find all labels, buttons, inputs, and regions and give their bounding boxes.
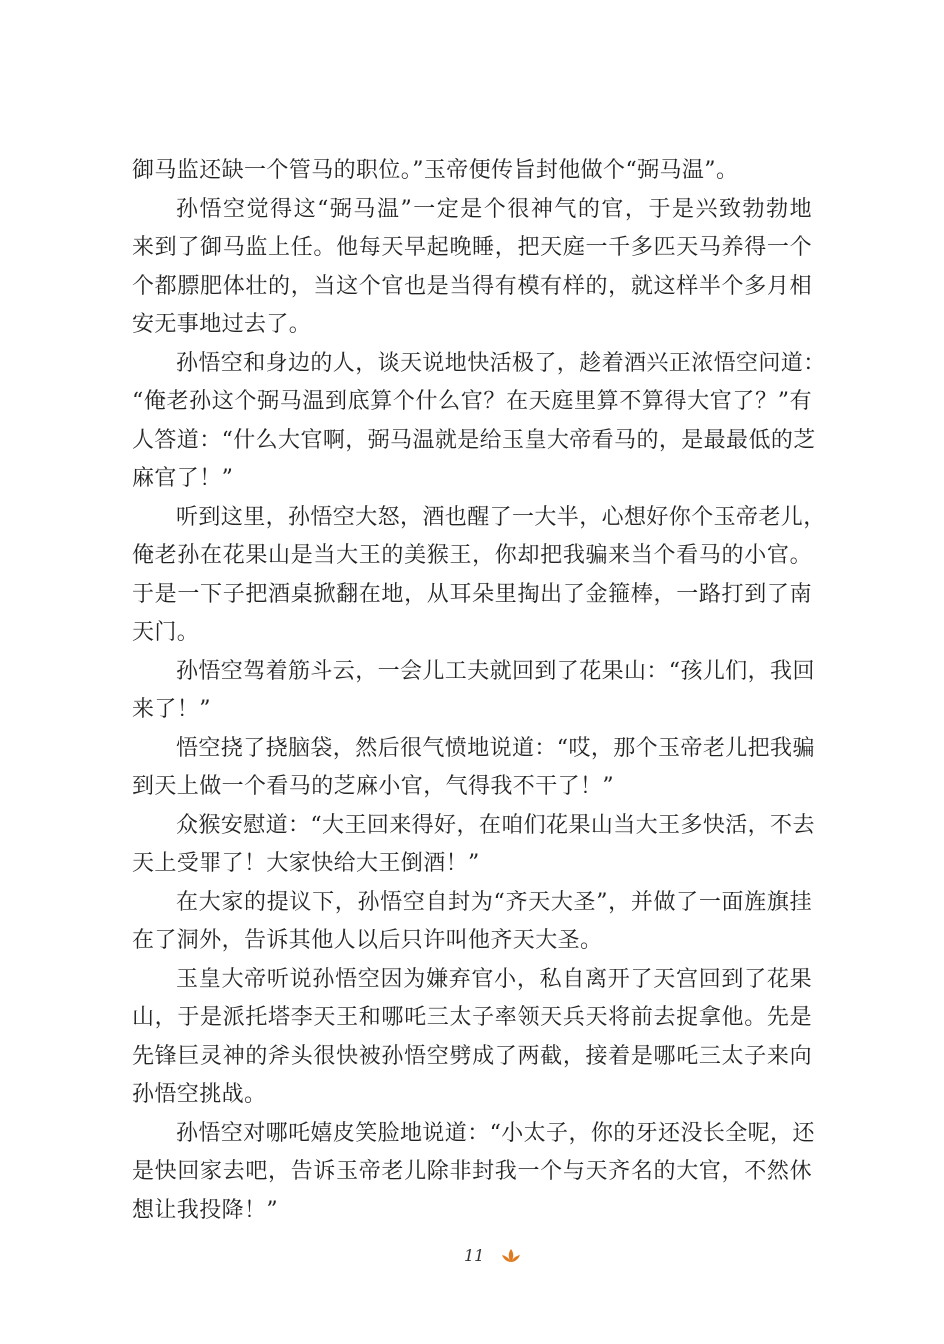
text-line: 孙悟空觉得这“弼马温”一定是个很神气的官，于是兴致勃勃地 bbox=[176, 196, 812, 222]
text-line: 来了！” bbox=[132, 697, 211, 722]
text-line: 先锋巨灵神的斧头很快被孙悟空劈成了两截，接着是哪吒三太子来向 bbox=[132, 1043, 812, 1069]
text-line: 在大家的提议下，孙悟空自封为“齐天大圣”，并做了一面旌旗挂 bbox=[176, 889, 812, 915]
text-line: 天上受罪了！大家快给大王倒酒！” bbox=[132, 851, 480, 876]
page-footer bbox=[0, 1244, 944, 1274]
text-line: 是快回家去吧，告诉玉帝老儿除非封我一个与天齐名的大官，不然休 bbox=[132, 1159, 812, 1184]
text-line: 孙悟空和身边的人，谈天说地快活极了，趁着酒兴正浓悟空问道： bbox=[176, 350, 826, 376]
text-line: 山，于是派托塔李天王和哪吒三太子率领天兵天将前去捉拿他。先是 bbox=[132, 1005, 812, 1030]
text-line: 在了洞外，告诉其他人以后只许叫他齐天大圣。 bbox=[132, 928, 603, 953]
text-line: 俺老孙在花果山是当大王的美猴王，你却把我骗来当个看马的小官。 bbox=[132, 543, 812, 568]
text-line: 孙悟空挑战。 bbox=[132, 1082, 267, 1107]
text-line: 悟空挠了挠脑袋，然后很气愤地说道：“哎，那个玉帝老儿把我骗 bbox=[176, 735, 815, 761]
text-line: 到天上做一个看马的芝麻小官，气得我不干了！” bbox=[132, 774, 615, 799]
text-line: 孙悟空驾着筋斗云，一会儿工夫就回到了花果山：“孩儿们，我回 bbox=[176, 658, 815, 684]
text-line: 天门。 bbox=[132, 620, 200, 645]
text-line: 玉皇大帝听说孙悟空因为嫌弃官小，私自离开了天宫回到了花果 bbox=[176, 966, 812, 992]
text-line: 想让我投降！” bbox=[132, 1197, 279, 1223]
text-line: 于是一下子把酒桌掀翻在地，从耳朵里掏出了金箍棒，一路打到了南 bbox=[132, 581, 812, 607]
text-line: 人答道：“什么大官啊，弼马温就是给玉皇大帝看马的，是最最低的芝 bbox=[132, 427, 816, 453]
text-line: “俺老孙这个弼马温到底算个什么官？在天庭里算不算得大官了？”有 bbox=[132, 389, 812, 414]
text-line: 个都膘肥体壮的，当这个官也是当得有模有样的，就这样半个多月相 bbox=[132, 273, 812, 299]
text-line: 来到了御马监上任。他每天早起晚睡，把天庭一千多匹天马养得一个 bbox=[132, 235, 812, 260]
page-number: 11 bbox=[464, 1246, 485, 1265]
body-text bbox=[132, 152, 826, 1230]
text-line: 众猴安慰道：“大王回来得好，在咱们花果山当大王多快活，不去 bbox=[176, 812, 815, 838]
text-line: 御马监还缺一个管马的职位。”玉帝便传旨封他做个“弼马温”。 bbox=[132, 158, 739, 183]
text-line: 麻官了！” bbox=[132, 466, 234, 491]
text-line: 孙悟空对哪吒嬉皮笑脸地说道：“小太子，你的牙还没长全呢，还 bbox=[176, 1120, 815, 1146]
lotus-icon bbox=[500, 1246, 522, 1266]
text-line: 听到这里，孙悟空大怒，酒也醒了一大半，心想好你个玉帝老儿， bbox=[176, 504, 826, 530]
text-line: 安无事地过去了。 bbox=[132, 312, 312, 337]
